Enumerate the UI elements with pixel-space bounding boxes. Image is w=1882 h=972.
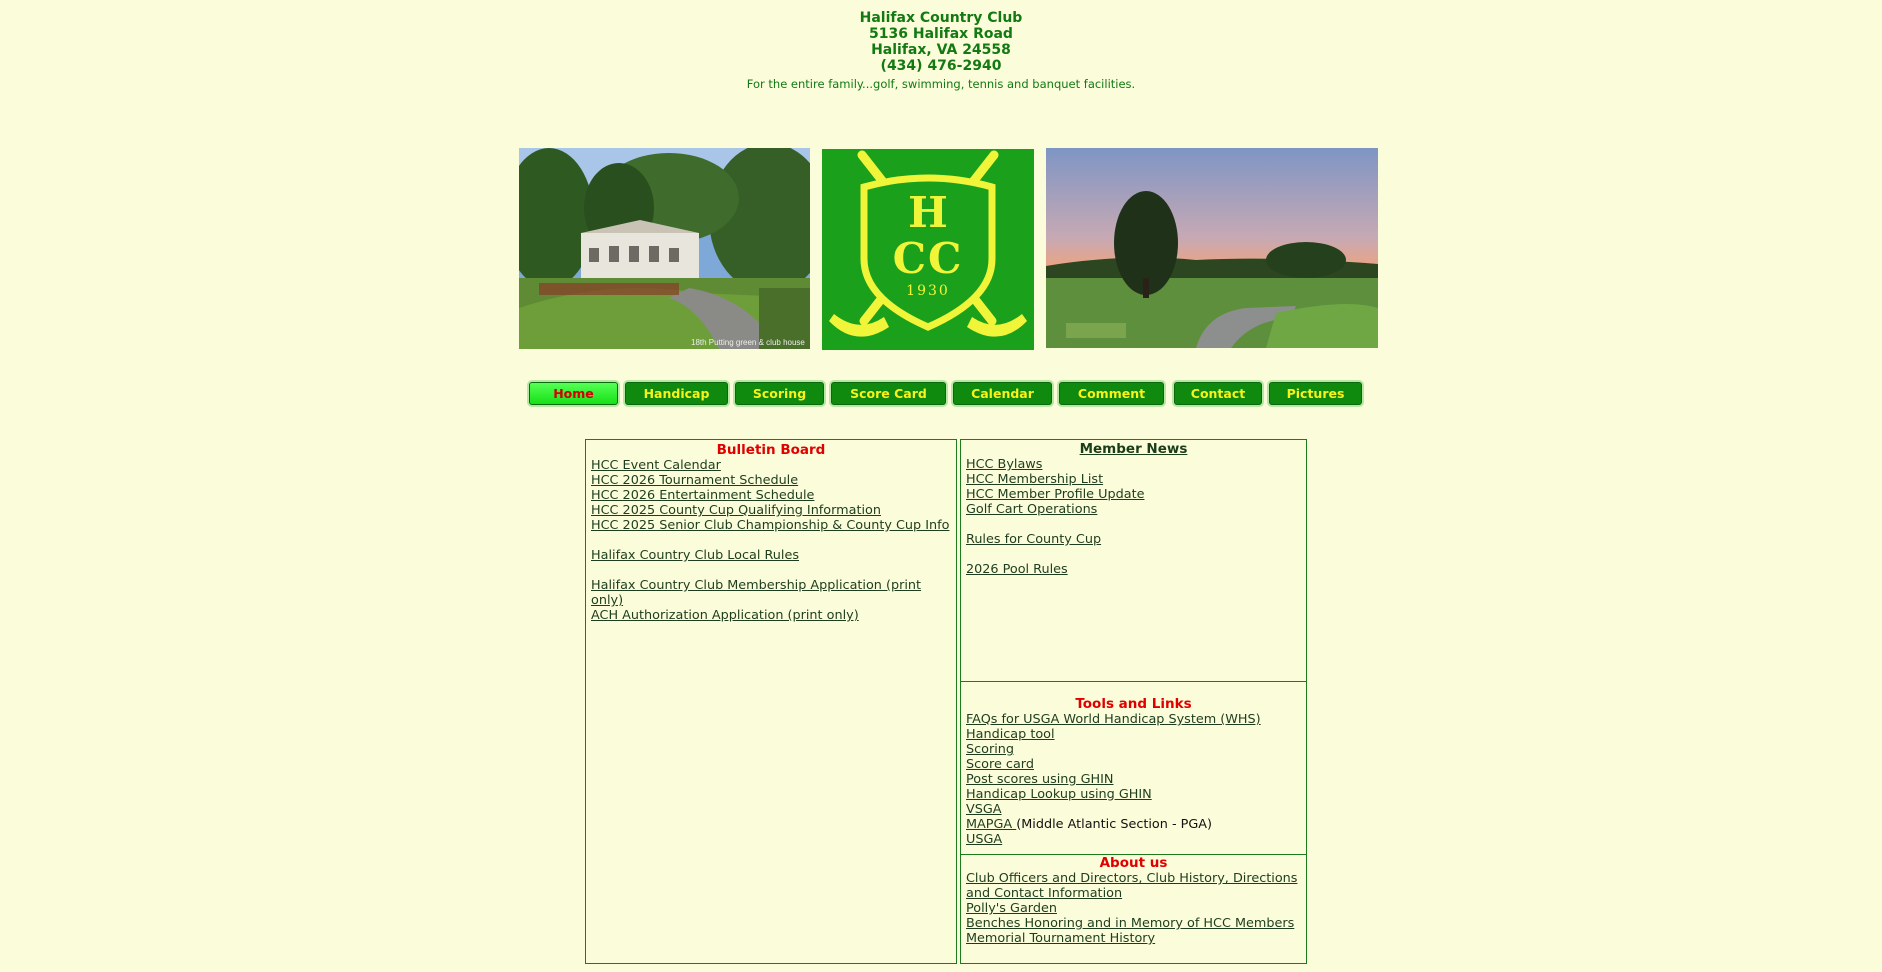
nav-comment[interactable]: Comment: [1059, 382, 1164, 405]
member-news: [960, 439, 1307, 682]
course-photo: [1046, 148, 1378, 348]
nav-calendar[interactable]: Calendar: [953, 382, 1052, 405]
nav-handicap[interactable]: Handicap: [625, 382, 728, 405]
link-score-card[interactable]: Score card: [966, 757, 1034, 772]
mapga-row: [966, 817, 1306, 832]
site-header: [0, 10, 1882, 91]
link-memorial-tournament[interactable]: Memorial Tournament History: [966, 931, 1156, 946]
nav-score-card[interactable]: Score Card: [831, 382, 946, 405]
tools-and-links: [960, 681, 1307, 855]
bulletin-board-title: Bulletin Board: [716, 442, 826, 458]
logo-letters-cc: CC: [892, 234, 964, 283]
about-title: About us: [1099, 855, 1168, 871]
logo-letter-h: H: [908, 188, 948, 237]
link-ach-authorization[interactable]: ACH Authorization Application (print only): [591, 608, 859, 623]
member-news-title: Member News: [1079, 441, 1188, 457]
link-whs-faqs[interactable]: FAQs for USGA World Handicap System (WHS): [966, 712, 1261, 727]
link-membership-list[interactable]: HCC Membership List: [966, 472, 1104, 487]
link-local-rules[interactable]: Halifax Country Club Local Rules: [591, 548, 800, 563]
link-hcc-event-calendar[interactable]: HCC Event Calendar: [591, 458, 721, 473]
phone-number: (434) 476-2940: [880, 58, 1002, 74]
link-pollys-garden[interactable]: Polly's Garden: [966, 901, 1057, 916]
link-membership-application[interactable]: Halifax Country Club Membership Application (print only): [591, 578, 922, 608]
photo-caption: 18th Putting green & club house: [691, 338, 805, 347]
link-usga[interactable]: USGA: [966, 832, 1003, 847]
link-entertainment-schedule[interactable]: HCC 2026 Entertainment Schedule: [591, 488, 815, 503]
about-us: [960, 854, 1307, 964]
link-golf-cart-operations[interactable]: Golf Cart Operations: [966, 502, 1098, 517]
club-logo: [822, 149, 1034, 350]
link-post-scores-ghin[interactable]: Post scores using GHIN: [966, 772, 1114, 787]
street-address: 5136 Halifax Road: [869, 26, 1013, 42]
link-county-cup-qualifying[interactable]: HCC 2025 County Cup Qualifying Information: [591, 503, 881, 518]
nav-pictures[interactable]: Pictures: [1269, 382, 1362, 405]
link-senior-club-championship[interactable]: HCC 2025 Senior Club Championship & County Cup Info: [591, 518, 950, 533]
link-member-profile-update[interactable]: HCC Member Profile Update: [966, 487, 1145, 502]
link-club-officers[interactable]: Club Officers and Directors, Club History, Directions: [966, 871, 1298, 886]
nav-contact[interactable]: Contact: [1174, 382, 1262, 405]
tagline: For the entire family...golf, swimming, tennis and banquet facilities.: [746, 77, 1136, 91]
link-hcc-bylaws[interactable]: HCC Bylaws: [966, 457, 1043, 472]
mapga-description: (Middle Atlantic Section - PGA): [1016, 817, 1213, 832]
club-name: Halifax Country Club: [859, 10, 1023, 26]
nav-scoring[interactable]: Scoring: [735, 382, 824, 405]
link-handicap-tool[interactable]: Handicap tool: [966, 727, 1055, 742]
bulletin-board: [585, 439, 957, 964]
logo-year: 1930: [906, 283, 950, 299]
link-memorial-benches[interactable]: Benches Honoring and in Memory of HCC Members: [966, 916, 1295, 931]
link-tournament-schedule[interactable]: HCC 2026 Tournament Schedule: [591, 473, 799, 488]
link-scoring[interactable]: Scoring: [966, 742, 1015, 757]
nav-home[interactable]: Home: [529, 382, 618, 405]
city-state: Halifax, VA 24558: [871, 42, 1011, 58]
link-mapga[interactable]: MAPGA: [966, 817, 1017, 832]
link-rules-county-cup[interactable]: Rules for County Cup: [966, 532, 1102, 547]
link-handicap-lookup-ghin[interactable]: Handicap Lookup using GHIN: [966, 787, 1152, 802]
link-club-officers-cont[interactable]: and Contact Information: [966, 886, 1123, 901]
link-vsga[interactable]: VSGA: [966, 802, 1002, 817]
clubhouse-photo: [519, 148, 810, 349]
tools-title: Tools and Links: [1075, 696, 1192, 712]
link-pool-rules[interactable]: 2026 Pool Rules: [966, 562, 1068, 577]
